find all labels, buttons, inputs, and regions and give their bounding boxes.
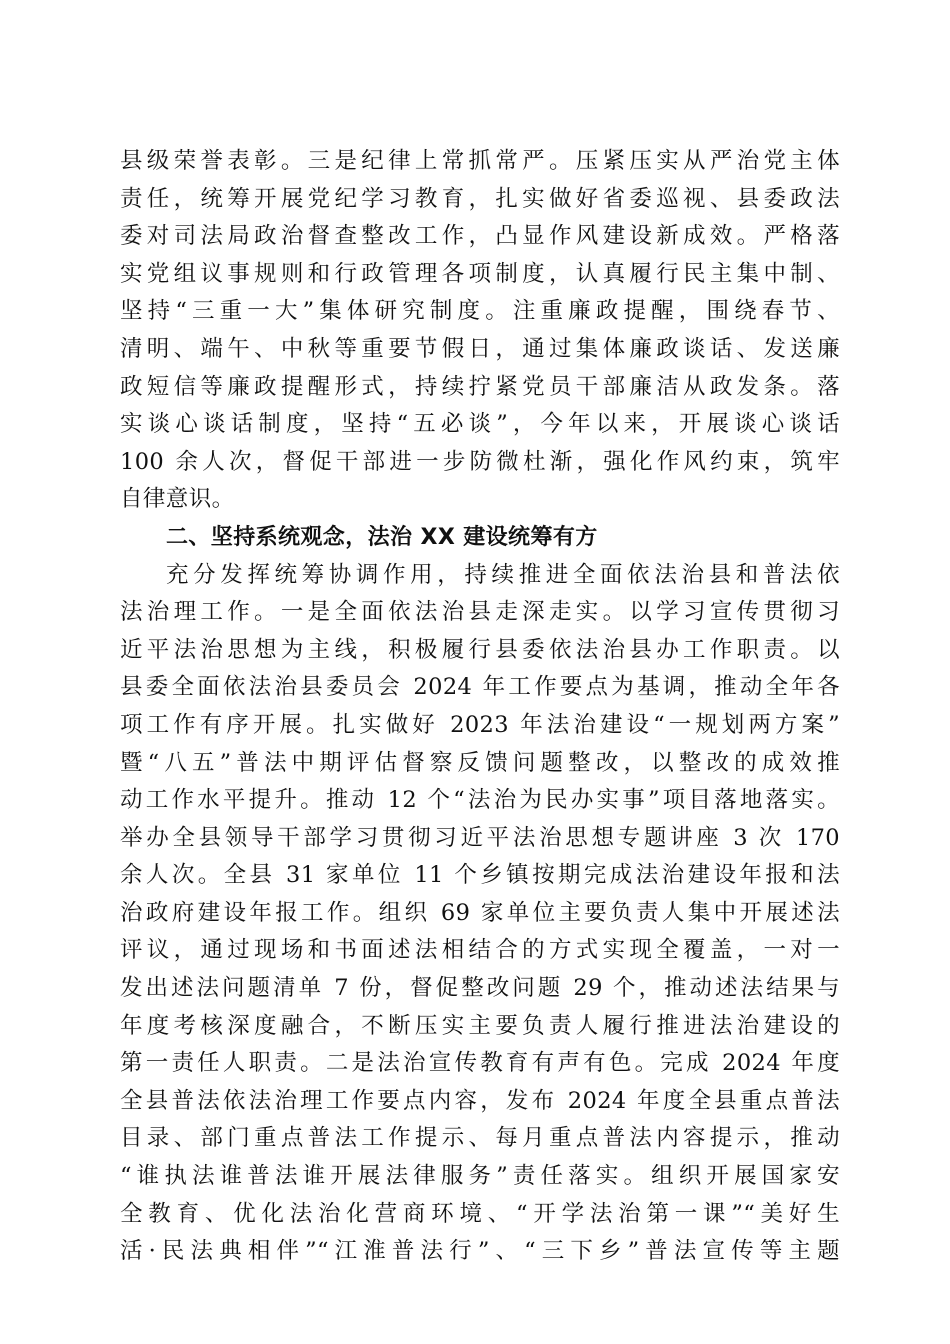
text-line: 举办全县领导干部学习贯彻习近平法治思想专题讲座 3 次 170 [120,824,840,851]
text-line: 实谈心谈话制度，坚持“五必谈”，今年以来，开展谈心谈话 [120,411,840,438]
text-line: 年度考核深度融合，不断压实主要负责人履行推进法治建设的 [120,1012,840,1039]
text-line: 近平法治思想为主线，积极履行县委依法治县办工作职责。以 [120,636,840,663]
text-line: 评议，通过现场和书面述法相结合的方式实现全覆盖，一对一 [120,937,840,964]
text-line: 治政府建设年报工作。组织 69 家单位主要负责人集中开展述法 [120,899,840,926]
text-line: 100 余人次，督促干部进一步防微杜渐，强化作风约束，筑牢 [120,448,840,475]
text-line: 自律意识。 [120,486,235,513]
text-line: 活·民法典相伴”“江淮普法行”、“三下乡”普法宣传等主题 [120,1238,840,1265]
text-line: 坚持“三重一大”集体研究制度。注重廉政提醒，围绕春节、 [120,298,840,325]
text-line: 全教育、优化法治化营商环境、“开学法治第一课”“美好生 [120,1200,840,1227]
text-line: 项工作有序开展。扎实做好 2023 年法治建设“一规划两方案” [120,711,840,738]
text-line: 法治理工作。一是全面依法治县走深走实。以学习宣传贯彻习 [120,599,840,626]
text-line: 县级荣誉表彰。三是纪律上常抓常严。压紧压实从严治党主体 [120,148,840,174]
text-line: 全县普法依法治理工作要点内容，发布 2024 年度全县重点普法 [120,1087,840,1114]
text-line: 政短信等廉政提醒形式，持续拧紧党员干部廉洁从政发条。落 [120,373,840,400]
text-line: 第一责任人职责。二是法治宣传教育有声有色。完成 2024 年度 [120,1050,840,1077]
document-body [120,143,840,1271]
paragraph-rule-of-law [120,557,840,1271]
text-line: 委对司法局政治督查整改工作，凸显作风建设新成效。严格落 [120,223,840,250]
text-line: 目录、部门重点普法工作提示、每月重点普法内容提示，推动 [120,1125,840,1152]
text-line: 余人次。全县 31 家单位 11 个乡镇按期完成法治建设年报和法 [120,862,840,889]
text-line: 发出述法问题清单 7 份，督促整改问题 29 个，推动述法结果与 [120,975,840,1002]
section-heading: 二、坚持系统观念，法治 XX 建设统筹有方 [166,524,598,550]
text-line: 充分发挥统筹协调作用，持续推进全面依法治县和普法依 [166,561,840,588]
text-line: 清明、端午、中秋等重要节假日，通过集体廉政谈话、发送廉 [120,335,840,362]
text-line: 动工作水平提升。推动 12 个“法治为民办实事”项目落地落实。 [120,787,840,814]
text-line: 实党组议事规则和行政管理各项制度，认真履行民主集中制、 [120,260,840,287]
text-line: 责任，统筹开展党纪学习教育，扎实做好省委巡视、县委政法 [120,185,840,212]
text-line: “谁执法谁普法谁开展法律服务”责任落实。组织开展国家安 [120,1163,840,1190]
text-line: 县委全面依法治县委员会 2024 年工作要点为基调，推动全年各 [120,674,840,701]
paragraph-discipline [120,143,840,519]
text-line: 暨“八五”普法中期评估督察反馈问题整改，以整改的成效推 [120,749,840,776]
